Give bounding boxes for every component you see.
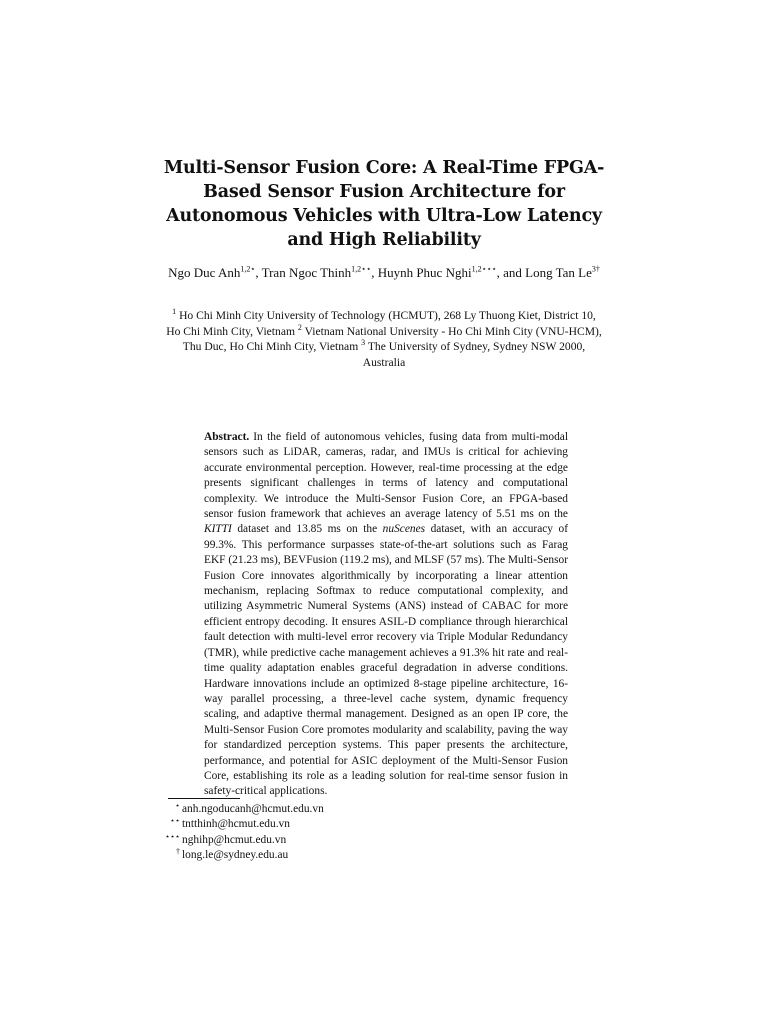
footnote-mark: ⋆⋆ (169, 816, 180, 826)
footnote-email: anh.ngoducanh@hcmut.edu.vn (182, 803, 324, 815)
footnote-mark: † (176, 846, 180, 856)
author-affiliation-mark: 1,2⋆⋆ (351, 264, 372, 274)
author-separator: , and (496, 265, 526, 280)
abstract (204, 430, 568, 800)
footnote-email: nghihp@hcmut.edu.vn (182, 833, 287, 846)
affiliations (165, 308, 603, 370)
affiliation-text: Ho Chi Minh City University of Technology (HCMUT), 268 Ly Thuong Kiet, District 10, Ho Chi Minh City, Vietnam (166, 309, 596, 338)
affiliation-mark: 3 (361, 338, 366, 348)
abstract-text: In the field of autonomous vehicles, fusing data from multi-modal sensors such as LiDAR, cameras, radar, and IMUs is critical for achieving accurate environmental perception. However, real-time processing at the edge presents significant challenges in terms of latency and computational complexity. We introduce the Multi-Sensor Fusion Core, an FPGA-based sensor fusion framework that achieves an average latency of 5.51 ms on the (204, 431, 568, 521)
footnote-item (150, 833, 450, 848)
paper-title: Multi-Sensor Fusion Core: A Real-Time FPGA-Based Sensor Fusion Architecture for Autonomous Vehicles with Ultra-Low Latency and High Reliability (163, 157, 605, 250)
footnote-item (150, 817, 450, 832)
affiliation-mark: 2 (297, 322, 302, 332)
abstract-text: dataset and 13.85 ms on the (231, 523, 383, 536)
author-name: Long Tan Le (525, 265, 592, 280)
dataset-name: KITTI (204, 523, 232, 536)
author-name: Tran Ngoc Thinh (261, 265, 352, 280)
footnote-email: long.le@sydney.edu.au (182, 848, 289, 861)
author-name: Huynh Phuc Nghi (377, 265, 472, 280)
abstract-text: dataset, with an accuracy of 99.3%. This performance surpasses state-of-the-art solutions such as Farag EKF (21.23 ms), BEVFusion (119.2 ms), and MLSF (57 ms). The Multi-Sensor Fusion Core innovates algorithmically by incorporating a linear attention mechanism, replacing Softmax to reduce computational complexity, and utilizing Asymmetric Numeral Systems (ANS) instead of CABAC for more efficient entropy decoding. It ensures ASIL-D compliance through hierarchical fault detection with multi-level error recovery via Triple Modular Redundancy (TMR), while predictive cache management achieves a 91.3% hit rate and real-time quality adaptation enables graceful degradation in adverse conditions. Hardware innovations include an optimized 8-stage pipeline architecture, 16-way parallel processing, a three-level cache system, dynamic frequency scaling, and adaptive thermal management. Designed as an open IP core, the Multi-Sensor Fusion Core promotes modularity and scalability, paving the way for standardized perception systems. This paper presents the architecture, performance, and potential for ASIC deployment of the Multi-Sensor Fusion Core, establishing its role as a leading solution for real-time sensor fusion in safety-critical applications. (204, 523, 568, 798)
footnote-mark: ⋆⋆⋆ (164, 831, 180, 841)
author-list (165, 265, 603, 281)
author-name: Ngo Duc Anh (168, 265, 241, 280)
footnote-item (150, 802, 450, 817)
affiliation-text: The University of Sydney, Sydney NSW 2000, Australia (362, 340, 586, 369)
author-affiliation-mark: 1,2⋆ (240, 264, 256, 274)
abstract-label: Abstract. (204, 431, 250, 443)
footnote-mark: ⋆ (174, 801, 180, 810)
footnotes (150, 802, 450, 863)
footnote-item (150, 848, 450, 863)
author-affiliation-mark: 1,2⋆⋆⋆ (471, 264, 497, 274)
author-separator: , (255, 265, 262, 280)
affiliation-text: Vietnam National University - Ho Chi Minh City (VNU-HCM), Thu Duc, Ho Chi Minh City, Vietnam (182, 324, 602, 354)
author-separator: , (371, 265, 378, 280)
dataset-name: nuScenes (382, 523, 426, 536)
footnote-email: tntthinh@hcmut.edu.vn (182, 818, 290, 831)
affiliation-mark: 1 (172, 307, 177, 317)
author-affiliation-mark: 3† (591, 264, 600, 274)
